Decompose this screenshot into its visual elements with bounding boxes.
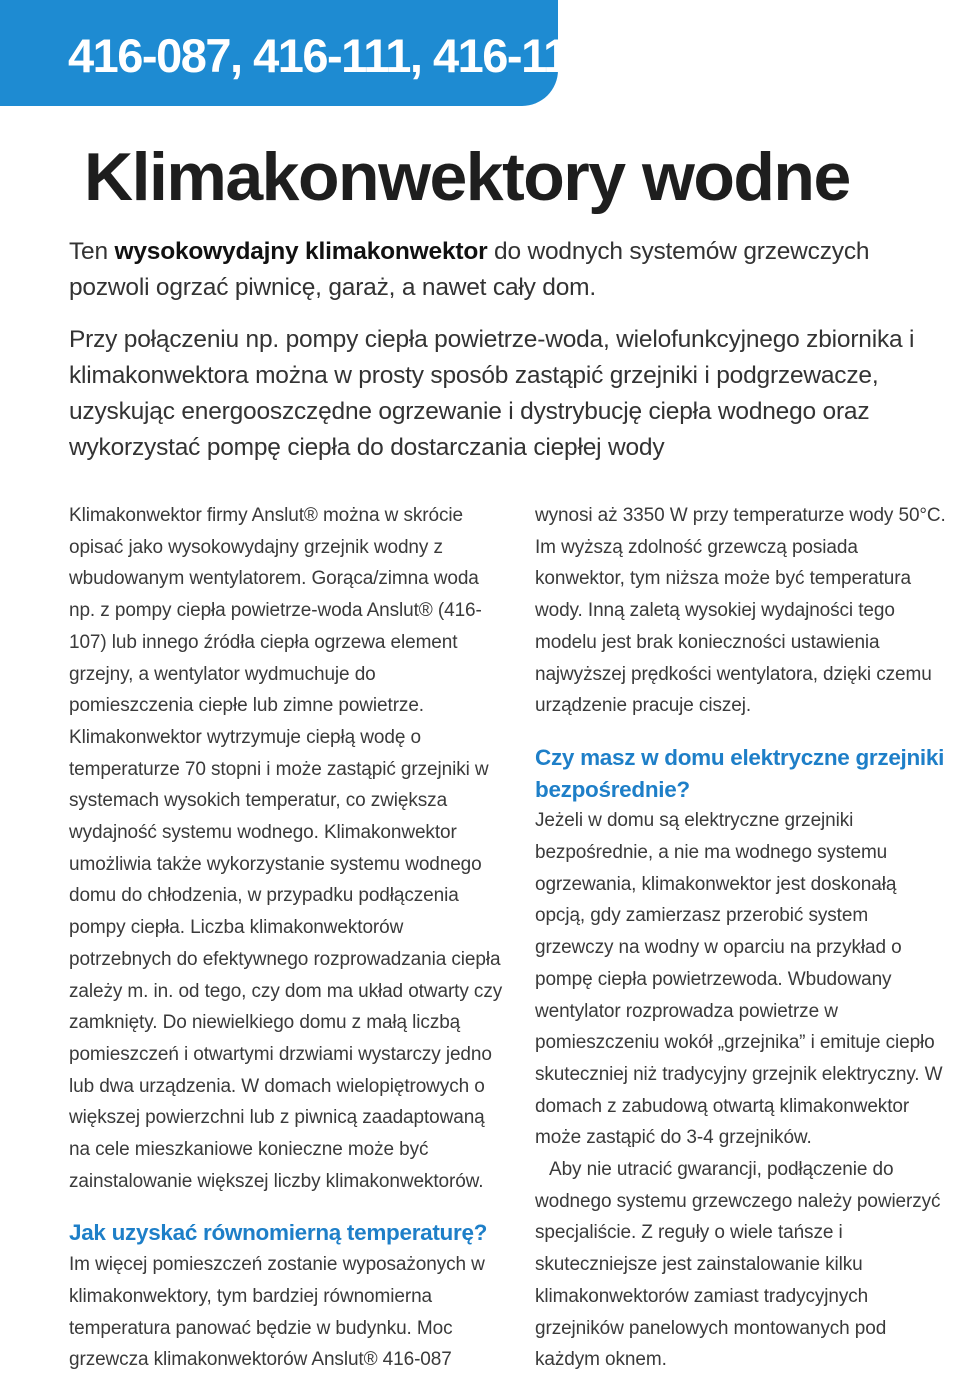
- left-paragraph-1: Klimakonwektor firmy Anslut® można w skrócie opisać jako wysokowydajny grzejnik wodny z wbudowanym wentylatorem. Gorąca/zimna woda np. z pompy ciepła powietrze-woda Anslut® (416-107) lub innego źródła ciepła ogrzewa element grzejny, a wentylator wydmuchuje do pomieszczenia ciepłe lub zimne powietrze. Klimakonwektor wytrzymuje ciepłą wodę o temperaturze 70 stopni i może zastąpić grzejniki w systemach wysokich temperatur, co zwiększa wydajność systemu wodnego. Klimakonwektor umożliwia także wykorzystanie systemu wodnego domu do chłodzenia, w przypadku podłączenia pompy ciepła. Liczba klimakonwektorów potrzebnych do efektywnego rozprowadzania ciepła zależy m. in. od tego, czy dom ma układ otwarty czy zamknięty. Do niewielkiego domu z małą liczbą pomieszczeń i otwartymi drzwiami wystarczy jedno lub dwa urządzenia. W domach wielopiętrowych o większej powierzchni lub z piwnicą zaadaptowaną na cele mieszkaniowe konieczne może być zainstalowanie większej liczby klimakonwektorów.: [69, 505, 503, 1192]
- page-title: Klimakonwektory wodne: [84, 139, 850, 215]
- left-paragraph-2: Im więcej pomieszczeń zostanie wyposażonych w klimakonwektory, tym bardziej równomierna temperatura panować będzie w budynku. Moc grzewcza klimakonwektorów Anslut® 416-087: [69, 1254, 485, 1371]
- intro-text-pre: Ten: [69, 238, 115, 265]
- right-paragraph-2: Jeżeli w domu są elektryczne grzejniki bezpośrednie, a nie ma wodnego systemu ogrzewania, klimakonwektor jest doskonałą opcją, gdy zamierzasz przerobić system grzewczy na wodny w oparciu na przykład o pompę ciepła powietrzewoda. Wbudowany wentylator rozprowadza powietrze w pomieszczeniu wokół „grzejnika” i emituje ciepło skuteczniej niż tradycyjny grzejnik elektryczny. W domach z zabudową otwartą klimakonwektor może zastąpić do 3-4 grzejników.: [535, 810, 943, 1149]
- product-codes: 416-087, 416-111, 416-112: [68, 29, 593, 82]
- right-column: [535, 500, 951, 1376]
- intro-paragraph-1: [69, 234, 929, 306]
- intro-paragraph-2: Przy połączeniu np. pompy ciepła powietrze-woda, wielofunkcyjnego zbiornika i klimakonwektora można w prosty sposób zastąpić grzejniki i podgrzewacze, uzyskując energooszczędne ogrzewanie i dystrybucję ciepła wodnego oraz wykorzystać pompę ciepła do dostarczania ciepłej wody: [69, 326, 915, 461]
- intro-highlight: wysokowydajny klimakonwektor: [114, 238, 488, 265]
- right-paragraph-3: Aby nie utracić gwarancji, podłączenie do wodnego systemu grzewczego należy powierzyć specjaliście. Z reguły o wiele tańsze i skuteczniejsze jest zainstalowanie kilku klimakonwektorów zamiast tradycyjnych grzejników panelowych montowanych pod każdym oknem.: [535, 1159, 941, 1371]
- product-code-banner: [0, 0, 593, 106]
- right-heading: Czy masz w domu elektryczne grzejniki bezpośrednie?: [535, 744, 945, 802]
- left-heading: Jak uzyskać równomierną temperaturę?: [69, 1220, 488, 1246]
- intro-text-post: do wodnych systemów grzewczych pozwoli ogrzać piwnicę, garaż, a nawet cały dom.: [69, 238, 870, 301]
- right-paragraph-1: wynosi aż 3350 W przy temperaturze wody 50°C. Im wyższą zdolność grzewczą posiada konwektor, tym niższa może być temperatura wody. Inną zaletą wysokiej wydajności tego modelu jest brak konieczności ustawienia najwyższej prędkości wentylatora, dzięki czemu urządzenie pracuje ciszej.: [535, 505, 946, 717]
- left-column: [69, 500, 505, 1376]
